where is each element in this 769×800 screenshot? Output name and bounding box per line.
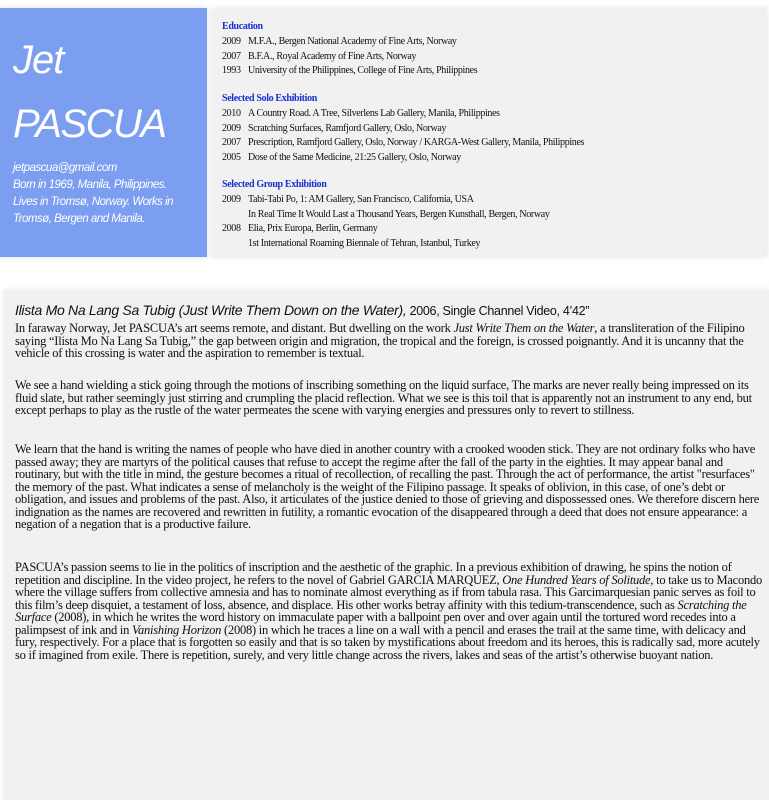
education-item <box>222 65 477 77</box>
bio-line: Lives in Tromsø, Norway. Works in <box>13 196 174 208</box>
paragraph-1: In faraway Norway, Jet PASCUA’s art seems remote, and distant. But dwelling on the work Just Write Them on the Water, a transliteration of the Filipino saying “Ilista Mo Na Lang Sa Tubig,” the gap between origin and migration, the tropical and the foreign, is crossed poignantly. And it is uncanny that the vehicle of this crossing is water and the aspiration to remember is textual. <box>15 321 745 360</box>
solo-item <box>222 108 500 120</box>
artist-first-name: Jet <box>13 38 64 82</box>
work-description-panel <box>4 290 769 800</box>
bio-line: Born in 1969, Manila, Philippines. <box>13 179 167 191</box>
group-item <box>222 223 377 235</box>
solo-text: Dose of the Same Medicine, 21:25 Gallery, Oslo, Norway <box>248 152 461 163</box>
work-meta: 2006, Single Channel Video, 4’42” <box>406 304 590 318</box>
education-text: University of the Philippines, College of Fine Arts, Philippines <box>248 65 478 76</box>
education-item <box>222 36 457 48</box>
artist-last-name: PASCUA <box>13 102 166 146</box>
work-title-text: Ilista Mo Na Lang Sa Tubig (Just Write Them Down on the Water), <box>15 302 407 318</box>
solo-year: 2007 <box>222 137 241 148</box>
group-year: 2009 <box>222 194 241 205</box>
work-title <box>15 302 589 318</box>
artist-contact <box>13 160 203 228</box>
paragraph-3: We learn that the hand is writing the names of people who have died in another country with a crooked wooden stick. They are not ordinary folks who have passed away; they are martyrs of the political causes that refuse to accept the regime after the fall of the party in the eighties. It may appear banal and routinary, but with the title in mind, the gesture becomes a ritual of recollection, of recalling the past. Through the act of performance, the artist "resurfaces" the memory of the past. What indicates a sense of melancholy is the weight of the Filipino passage. It speaks of oblivion, in this case, of one’s debt or obligation, and issues and problems of the past. Also, it articulates of the justice denied to those of grieving and dispossessed ones. We therefore discern here indignation as the names are recovered and rewritten in futility, a romantic evocation of the disappeared through a deed that does not ensure appearance: a negation of a negation that is a productive failure. <box>15 442 760 531</box>
artist-profile-card <box>0 8 207 257</box>
group-exhibition-heading: Selected Group Exhibition <box>222 179 327 190</box>
group-item <box>248 238 480 250</box>
education-text: B.F.A., Royal Academy of Fine Arts, Norway <box>248 51 417 62</box>
group-text: Elia, Prix Europa, Berlin, Germany <box>248 223 378 234</box>
education-year: 2009 <box>222 36 241 47</box>
group-year: 2008 <box>222 223 241 234</box>
cited-work-title: Just Write Them on the Water <box>453 321 595 335</box>
group-text: Tabi-Tabi Po, 1: AM Gallery, San Francisco, California, USA <box>248 194 474 205</box>
cited-work-title: Scratching the Surface <box>15 597 747 624</box>
solo-exhibition-heading: Selected Solo Exhibition <box>222 93 317 104</box>
group-text: 1st International Roaming Biennale of Tehran, Istanbul, Turkey <box>248 238 481 249</box>
solo-item <box>222 152 461 164</box>
solo-text: A Country Road. A Tree, Silverlens Lab Gallery, Manila, Philippines <box>248 108 500 119</box>
education-text: M.F.A., Bergen National Academy of Fine Arts, Norway <box>248 36 457 47</box>
bio-line: Tromsø, Bergen and Manila. <box>13 213 145 225</box>
solo-text: Scratching Surfaces, Ramfjord Gallery, Oslo, Norway <box>248 123 447 134</box>
paragraph-4: PASCUA’s passion seems to lie in the politics of inscription and the aesthetic of the graphic. In a previous exhibition of drawing, he spins the notion of repetition and discipline. In the video project, he refers to the novel of Gabriel GARCIA MARQUEZ, One Hundred Years of Solitude, to take us to Macondo where the village suffers from collective amnesia and has to nominate almost everything as if from tabula rasa. This Garcimarquesian panic serves as foil to this film’s deep disquiet, a testament of loss, absence, and displace. His other works betray affinity with this tedium-transcendence, such as Scratching the Surface (2008), in which he writes the word history on immaculate paper with a ballpoint pen over and over again until the tortured word recedes into a palimpsest of ink and in Vanishing Horizon (2008) in which he traces a line on a wall with a pencil and erases the trail at the same time, with delicacy and fury, respectively. For a place that is forgotten so easily and that is so taken by mystifications about freedom and its heroes, this is radically sad, more acutely so if imagined from exile. There is repetition, surely, and very little change across the rivers, lakes and seas of the artist’s otherwise buoyant nation. <box>15 560 762 662</box>
education-item <box>222 51 416 63</box>
solo-text: Prescription, Ramfjord Gallery, Oslo, Norway / KARGA-West Gallery, Manila, Philippines <box>248 137 585 148</box>
paragraph-2: We see a hand wielding a stick going through the motions of inscribing something on the liquid surface, The marks are never really being impressed on its fluid slate, but rather seemingly just stirring and crumpling the placid reflection. What we see is this toil that is apparently not an instrument to any end, but except perhaps to play as the rustle of the water permeates the scene with varying energies and pressures only to revert to stillness. <box>15 378 752 417</box>
solo-item <box>222 123 446 135</box>
cited-work-title: One Hundred Years of Solitude <box>502 572 651 587</box>
cited-work-title: Vanishing Horizon <box>132 622 222 637</box>
solo-year: 2009 <box>222 123 241 134</box>
solo-year: 2010 <box>222 108 241 119</box>
education-year: 1993 <box>222 65 241 76</box>
solo-year: 2005 <box>222 152 241 163</box>
group-text: In Real Time It Would Last a Thousand Years, Bergen Kunsthall, Bergen, Norway <box>248 209 550 220</box>
education-heading: Education <box>222 21 263 32</box>
education-year: 2007 <box>222 51 241 62</box>
group-item <box>222 194 474 206</box>
group-item <box>248 209 549 221</box>
email-link[interactable]: jetpascua@gmail.com <box>13 162 117 174</box>
cv-panel <box>212 8 767 257</box>
solo-item <box>222 137 584 149</box>
